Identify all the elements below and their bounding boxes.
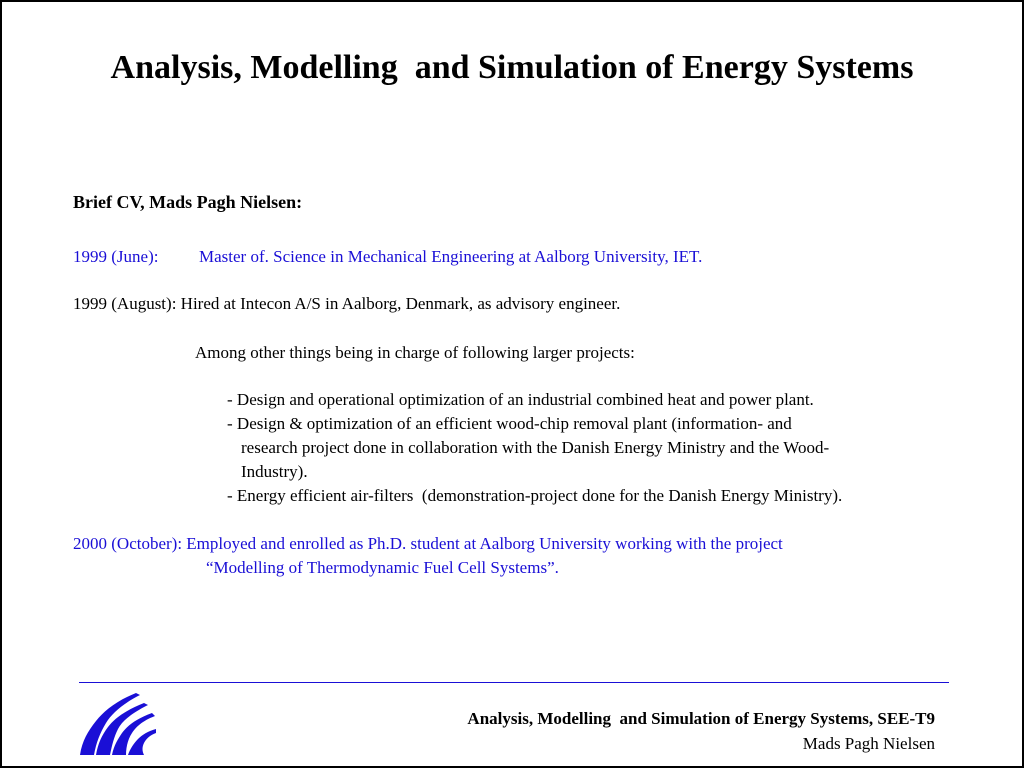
cv-heading: Brief CV, Mads Pagh Nielsen: bbox=[73, 192, 303, 212]
cv-projects-intro: Among other things being in charge of following larger projects: bbox=[195, 343, 635, 362]
aalborg-university-logo-icon bbox=[78, 691, 158, 757]
cv-entry-1999-june-label: 1999 (June): bbox=[73, 247, 159, 266]
project-item-air-filters: - Energy efficient air-filters (demonstration-project done for the Danish Energy Ministry). bbox=[227, 486, 843, 505]
footer-author: Mads Pagh Nielsen bbox=[802, 734, 935, 753]
footer-course-title: Analysis, Modelling and Simulation of Energy Systems, SEE-T9 bbox=[467, 709, 935, 728]
project-item-wood-chip-line3: Industry). bbox=[241, 462, 308, 481]
slide-title: Analysis, Modelling and Simulation of Energy Systems bbox=[110, 49, 914, 86]
project-item-chp-plant: - Design and operational optimization of an industrial combined heat and power plant. bbox=[227, 390, 814, 409]
cv-entry-2000-october-line2: “Modelling of Thermodynamic Fuel Cell Systems”. bbox=[206, 558, 559, 577]
cv-entry-1999-august: 1999 (August): Hired at Intecon A/S in Aalborg, Denmark, as advisory engineer. bbox=[73, 294, 621, 313]
cv-entry-2000-october-line1: 2000 (October): Employed and enrolled as Ph.D. student at Aalborg University working with the project bbox=[73, 534, 783, 553]
cv-entry-1999-june-text: Master of. Science in Mechanical Engineering at Aalborg University, IET. bbox=[199, 247, 703, 266]
footer-divider bbox=[79, 682, 949, 683]
project-item-wood-chip-line2: research project done in collaboration with the Danish Energy Ministry and the Wood- bbox=[241, 438, 830, 457]
project-item-wood-chip-line1: - Design & optimization of an efficient wood-chip removal plant (information- and bbox=[227, 414, 792, 433]
